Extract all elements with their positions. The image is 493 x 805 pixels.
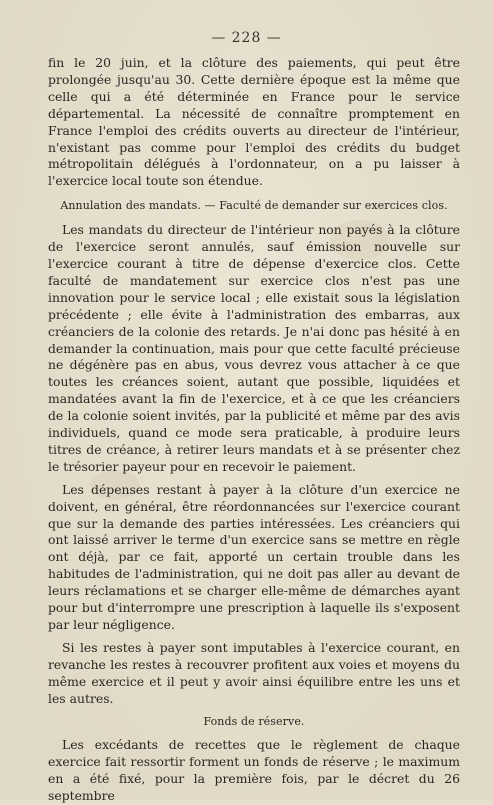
paragraph-continuation: fin le 20 juin, et la clôture des paiements, qui peut être prolongée jusqu'au 30. Cette dernière époque est la même que celle qui a été déterminée en France pour le service départemental. La nécessité de connaître promptement en France l'emploi des crédits ouverts au directeur de l'intérieur, n'existant pas comme pour l'emploi des crédits du budget métropolitain délégués à l'ordonnateur, on a pu laisser à l'exercice local toute son étendue. bbox=[48, 55, 460, 189]
paragraph-depenses: Les dépenses restant à payer à la clôture d'un exercice ne doivent, en général, être réordonnancées sur l'exercice courant que sur la demande des parties intéressées. Les créanciers qui ont laissé arriver le terme d'un exercice sans se mettre en règle ont déjà, par ce fait, apporté un certain trouble dans les habitudes de l'administration, qui ne doit pas aller au devant de leurs réclamations et se charger elle-même de démarches ayant pour but d'interrompre une prescription à laquelle ils s'exposent par leur négligence. bbox=[48, 481, 460, 632]
paragraph-excedants: Les excédants de recettes que le règlement de chaque exercice fait ressortir forment un fonds de réserve ; le maximum en a été fixé, pour la première fois, par le décret du 26 septembre bbox=[48, 737, 460, 804]
paragraph-mandats: Les mandats du directeur de l'intérieur non payés à la clôture de l'exercice seront annulés, sauf émission nouvelle sur l'exercice courant à titre de dépense d'exercice clos. Cette faculté de mandatement sur exercice clos n'est pas une innovation pour le service local ; elle existait sous la législation précédente ; elle évite à l'administration des embarras, aux créanciers de la colonie des retards. Je n'ai donc pas hésité à en demander la continuation, mais pour que cette faculté précieuse ne dégénère pas en abus, vous devrez vous attacher à ce que toutes les créances soient, autant que possible, liquidées et mandatées avant la fin de l'exercice, et à ce que les créanciers de la colonie soient invités, par la publicité et même par des avis individuels, quand ce mode sera praticable, à produire leurs titres de créance, à retirer leurs mandats et à se présenter chez le trésorier payeur pour en recevoir le paiement. bbox=[48, 222, 460, 474]
paragraph-restes: Si les restes à payer sont imputables à l'exercice courant, en revanche les restes à recouvrer profitent aux voies et moyens du même exercice et il peut y avoir ainsi équilibre entre les uns et les autres. bbox=[48, 639, 460, 706]
section-title-annulation: Annulation des mandats. — Faculté de demander sur exercices clos. bbox=[60, 199, 448, 213]
page-number: — 228 — bbox=[211, 30, 282, 46]
body-text bbox=[48, 55, 460, 805]
section-title-fonds: Fonds de réserve. bbox=[203, 714, 305, 728]
